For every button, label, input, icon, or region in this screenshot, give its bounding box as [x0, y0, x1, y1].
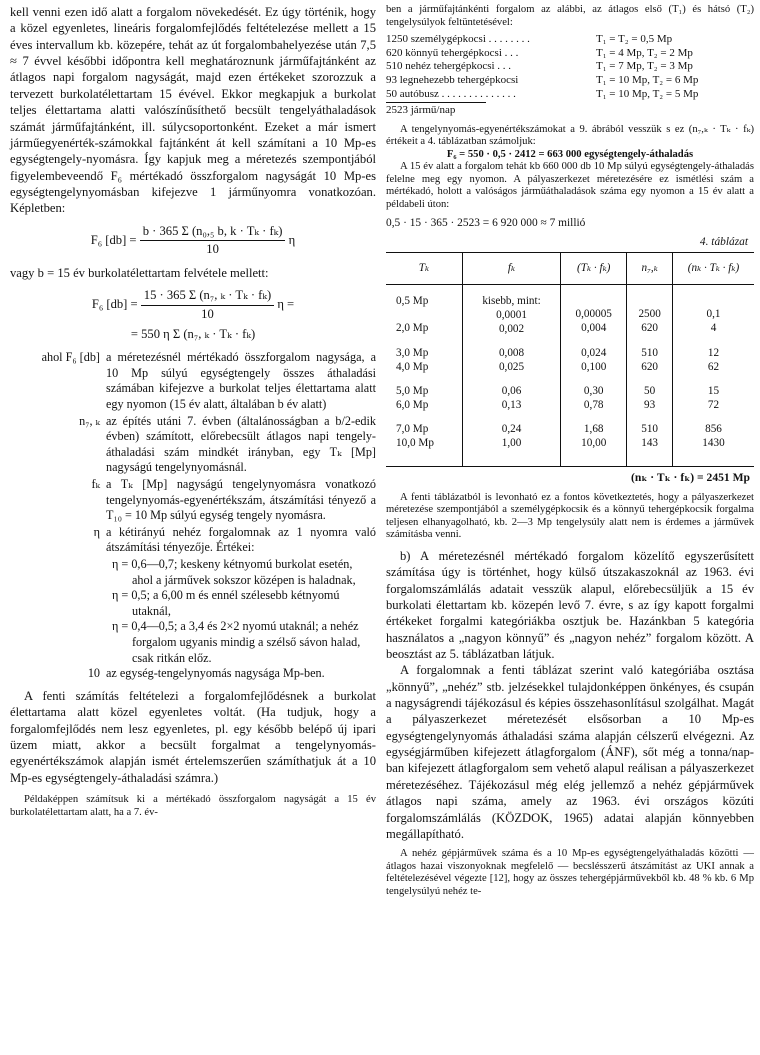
formula-result: = 550 η Σ (n₇, ₖ · Tₖ · fₖ) — [130, 327, 256, 342]
table-cell — [462, 375, 560, 413]
cell-line: 0,13 — [501, 398, 522, 411]
cell-line: 0,100 — [581, 360, 607, 373]
table-cell — [386, 413, 462, 467]
table-sum-value: (nₖ · Tₖ · fₖ) = 2451 Mp — [631, 471, 750, 485]
cell-line: 0,024 — [581, 347, 607, 360]
left-intro-paragraph: kell venni ezen idő alatt a forgalom növekedését. Ez úgy történik, hogy a közel egyenletes, lineáris forgalomfejlődés feltételezése mellett a 15 éves intervallum kb. közepére, tehát az út forgalombahelyezése után 7,5 ≈ 7 évvel későbbi időpontra kell meghatároznunk járműfajtánként az átlagos napi forgalom nagyságát, majd ezen értékeket szorozzuk a tervezett burkolatélettartam 15 évével. Ekkor megkapjuk a burkolat teljes élettartama alatti valószínűsíthető becsült tengelyáthaladások számát járműfajtánként, ill. súlycsoportonként. Ezeket a már ismert járműegyenérték-számokkal fajtánként át kell számítani a 10 Mp-es egységtengely-nyomásra. Így kapjuk meg a méretezés szempontjából figyelembeveendő F₆ mértékadó összforgalom nagyságát 10 Mp-es egységtengelynyomásban kifejezve 1 járműnyomra vonatkozóan. Képletben: — [10, 5, 376, 216]
result-formula: F₆ = 550 · 0,5 · 2412 = 663 000 egységtengely-áthaladás — [446, 148, 694, 160]
cell-line: 0,24 — [501, 422, 522, 435]
formula-denominator: 10 — [201, 306, 214, 321]
table-row — [386, 337, 754, 375]
formula-fraction — [140, 224, 286, 258]
definition-value: az egység-tengelynyomás nagysága Mp-ben. — [106, 666, 325, 681]
right-column — [386, 4, 754, 898]
table-cell — [462, 413, 560, 467]
cell-line: 0,06 — [501, 384, 522, 397]
table-cell — [672, 285, 754, 337]
cell-line: 62 — [707, 360, 720, 373]
traffic-label: 93 legnehezebb tehergépkocsi — [386, 73, 519, 86]
cell-line: 0,30 — [583, 384, 604, 397]
traffic-axle: T₁ = 7 Mp, T₂ = 3 Mp — [596, 60, 693, 73]
definition-item — [10, 414, 376, 476]
cell-line: 15 — [707, 384, 720, 397]
table-cell — [462, 337, 560, 375]
cell-line: 1,68 — [583, 422, 604, 435]
definition-key: ahol F₆ [db] — [41, 350, 100, 365]
table-sum — [386, 471, 750, 485]
table-row — [386, 413, 754, 467]
cell-line: 0,5 Mp — [396, 295, 429, 308]
definition-value: a kétirányú nehéz forgalomnak az 1 nyomra való átszámítási tényezője. Értékei: — [106, 524, 376, 555]
table-cell — [627, 337, 673, 375]
formula-fraction — [141, 288, 274, 322]
cell-line — [631, 295, 668, 308]
cell-line: 0,00005 — [575, 308, 612, 321]
cell-line: 510 — [641, 422, 659, 435]
cell-line: 4,0 Mp — [396, 360, 429, 373]
traffic-axle: T₁ = 10 Mp, T₂ = 5 Mp — [596, 87, 699, 100]
traffic-item — [386, 88, 754, 102]
table-title: 4. táblázat — [699, 236, 748, 249]
cell-line: 12 — [707, 347, 720, 360]
traffic-item — [386, 33, 754, 47]
table-cell — [386, 285, 462, 337]
cell-line: 0,025 — [498, 360, 525, 373]
cell-line: 620 — [641, 322, 659, 335]
cell-line: 856 — [705, 422, 722, 435]
right-paragraph-categories: A forgalomnak a fenti táblázat szerint való kategóriába osztása „könnyű”, „nehéz” stb. jelzésekkel tulajdonképpen önkényes, és csupán a nagyságrendi tájékozásul és képies összehasonlításul szolgálhat. Magát a pályaszerkezet méretezését elsősorban a 10 Mp-es egységtengelynyomás áthaladási száma alapján célszerű elvégezni. Az egységjárműben kifejezett átlagforgalom (ÁNF), sőt még a tonna/nap-ban kifejezett átlagforgalom sem vehető alapul reálisan a pályaszerkezet méretezéséhez. Tájékozásul még elég jellemző a nehéz gépjárművek átlagos napi száma, amely az 1963. évi országos közúti forgalomszámlálás (KÖZDOK, 1965) adatai alapján könnyebben megállapítható. — [386, 663, 754, 841]
definition-key: fₖ — [91, 476, 100, 491]
formula-lhs: F₆ [db] = — [91, 297, 138, 312]
table-cell — [386, 337, 462, 375]
real-passes-formula: 0,5 · 15 · 365 · 2523 = 6 920 000 ≈ 7 millió — [386, 217, 586, 230]
formula-15-years — [10, 288, 376, 322]
formula-tail: η = — [277, 297, 295, 312]
traffic-total: 2523 jármű/nap — [386, 102, 486, 118]
cell-line: 4 — [710, 322, 717, 335]
table-cell — [672, 375, 754, 413]
traffic-axle: T₁ = 4 Mp, T₂ = 2 Mp — [596, 46, 693, 59]
cell-line: 510 — [641, 347, 659, 360]
cell-line: kisebb, mint: — [482, 295, 541, 308]
right-intro-paragraph: ben a járműfajtánkénti forgalom az alábbi, az átlagos első (T₁) és hátsó (T₂) tengelysúlyok feltüntetésével: — [386, 4, 754, 28]
traffic-item — [386, 60, 754, 74]
definition-value: a méretezésnél mértékadó összforgalom nagysága, a 10 Mp súlyú egységtengely összes áthaladási számában kifejezve a burkolat teljes élettartama alatt egy nyomon (15 év alatt, általában b év alatt) — [106, 350, 376, 411]
cell-line: 620 — [641, 360, 659, 373]
traffic-label: 620 könnyű tehergépkocsi . . . — [386, 46, 519, 59]
cell-line: 93 — [644, 398, 656, 411]
table-cell — [561, 285, 627, 337]
cell-line: 72 — [707, 398, 720, 411]
right-paragraph-repetitions: A 15 év alatt a forgalom tehát kb 660 000 db 10 Mp súlyú egységtengely-áthaladás felelne meg egy nyomon. A pályaszerkezet méretezésére ez ismétlési szám a mértékadó, holott a valóságos járműáthaladások száma egy nyomon a 15 év alatt a példabeli úton: — [386, 161, 754, 210]
formula-total-traffic — [10, 224, 376, 258]
table-header-row — [386, 252, 754, 285]
table-cell — [627, 375, 673, 413]
right-paragraph-heavy-vehicles: A nehéz gépjárművek száma és a 10 Mp-es egységtengelyáthaladás közötti — átlagos hazai viszonyoknak megfelelő — becslésszerű átszámítást az UKI annak a feltételezésével végezte [12], hogy az összes tehergépjárművekből kb. 48 % kb. 6 Mp tengelysúlyú nehéz te- — [386, 848, 754, 897]
left-column — [10, 4, 376, 819]
table-row — [386, 375, 754, 413]
eta-value-item: η = 0,5; a 6,00 m és ennél szélesebb kétnyomú utaknál, — [112, 588, 340, 618]
definition-value: az építés utáni 7. évben (általánosságban a b/2-edik évben) számított, előrebecsült átlagos napi tengely-áthaladási szám mindkét irányban, egy Tₖ [Mp] nagyságú tengelynyomásnál. — [106, 413, 376, 475]
table-cell — [561, 337, 627, 375]
eta-value-item: η = 0,6—0,7; keskeny kétnyomú burkolat esetén, ahol a járművek sokszor középen is haladnak, — [112, 557, 356, 587]
cell-line — [677, 295, 750, 308]
traffic-label: 510 nehéz tehergépkocsi . . . — [386, 60, 512, 73]
definition-key: 10 — [87, 666, 100, 681]
cell-line: 143 — [641, 436, 659, 449]
definition-value: a Tₖ [Mp] nagyságú tengelynyomásra vonatkozó tengelynyomás-egyenértékszám, átszámítási tényező a T₁₀ = 10 Mp súlyú egység tengely nyomásra. — [106, 476, 376, 523]
axle-load-table — [386, 252, 754, 468]
right-paragraph-equivalents: A tengelynyomás-egyenértékszámokat a 9. ábrából vesszük s ez (n₇,ₖ · Tₖ · fₖ) értékeit a 4. táblázatban számoljuk: — [386, 123, 754, 148]
cell-line — [565, 295, 622, 308]
left-paragraph-example: Példaképpen számítsuk ki a mértékadó összforgalom nagyságát a 15 év burkolatélettartam alatt, ha a 7. év- — [10, 794, 376, 818]
formula-lhs: F₆ [db] = — [90, 232, 137, 247]
traffic-axle: T₁ = 10 Mp, T₂ = 6 Mp — [596, 73, 699, 86]
formula-tail: η — [288, 232, 296, 247]
definition-item — [10, 477, 376, 524]
table-header: (nₖ · Tₖ · fₖ) — [672, 252, 754, 285]
cell-line: 1430 — [702, 436, 725, 449]
definition-key: n₇, ₖ — [79, 413, 100, 428]
traffic-axle: T₁ = T₂ = 0,5 Mp — [596, 33, 673, 45]
cell-line: 1,00 — [501, 436, 522, 449]
definition-item — [10, 350, 376, 412]
table-cell — [627, 285, 673, 337]
table-cell — [462, 285, 560, 337]
cell-line: 50 — [644, 384, 656, 397]
traffic-label: 1250 személygépkocsi . . . . . . . . — [386, 33, 530, 45]
cell-line: 0,008 — [498, 347, 525, 360]
cell-line: 3,0 Mp — [396, 347, 429, 360]
eta-value-item: η = 0,4—0,5; a 3,4 és 2×2 nyomú utaknál; a nehéz forgalom ugyanis mindig a szélső sávon halad, csak ritkán előz. — [112, 619, 361, 665]
right-paragraph-conclusion: A fenti táblázatból is levonható ez a fontos következtetés, hogy a pályaszerkezet méretezése szempontjából a személygépkocsik és a könnyű tehergépkocsik forgalma teljesen elhanyagolható, kb. 2—3 Mp tengelysúly alatt nem is érdemes a járművek számításba venni. — [386, 491, 754, 541]
cell-line — [396, 309, 458, 322]
table-cell — [672, 337, 754, 375]
table-cell — [386, 375, 462, 413]
table-header: fₖ — [462, 252, 560, 285]
cell-line: 7,0 Mp — [396, 422, 429, 435]
table-cell — [561, 375, 627, 413]
table-cell — [561, 413, 627, 467]
cell-line: 10,00 — [581, 436, 607, 449]
cell-line: 0,0001 — [496, 309, 527, 322]
traffic-item — [386, 74, 754, 88]
table-cell — [627, 413, 673, 467]
traffic-label: 50 autóbusz . . . . . . . . . . . . . . — [386, 87, 516, 100]
cell-line: 5,0 Mp — [396, 384, 429, 397]
definition-key: η — [93, 524, 100, 539]
table-header: Tₖ — [386, 252, 462, 285]
cell-line: 2,0 Mp — [396, 322, 429, 335]
definition-item — [10, 525, 376, 556]
table-cell — [672, 413, 754, 467]
cell-line: 0,1 — [706, 308, 721, 321]
cell-line: 0,78 — [583, 398, 604, 411]
cell-line: 2500 — [638, 308, 661, 321]
right-paragraph-simplified: b) A méretezésnél mértékadó forgalom közelítő egyszerűsített számítása úgy is történhet, hogy külső útszakaszoknál az 1963. évi forgalomszámlálás adatait vesszük alapul, előrebecsüljük a 15 év burkolati élettartam kb. közepén levő 7. évre, s az így kapott forgalmi értékeket forgalmi kategóriákba osztjuk be. Hazánkban 5 kategória használatos a „nagyon könnyű” és „nagyon nehéz” forgalom között. A beosztást az 5. táblázatban látjuk. — [386, 548, 754, 661]
cell-line: 10,0 Mp — [396, 436, 434, 449]
formula-denominator: 10 — [206, 242, 219, 257]
formula-numerator: b · 365 Σ (n₀,₅ b, k · Tₖ · fₖ) — [140, 224, 286, 242]
cell-line: 0,002 — [498, 323, 525, 336]
table-row — [386, 285, 754, 337]
formula-numerator: 15 · 365 Σ (n₇, ₖ · Tₖ · fₖ) — [141, 288, 274, 306]
cell-line: 6,0 Mp — [396, 398, 429, 411]
definition-item — [10, 666, 376, 682]
traffic-list — [386, 33, 754, 118]
traffic-item — [386, 47, 754, 61]
table-header: n₇,ₖ — [627, 252, 673, 285]
cell-line: 0,004 — [581, 322, 607, 335]
left-paragraph-assumption: A fenti számítás feltételezi a forgalomfejlődésnek a burkolat élettartama alatt közel egyenletes voltát. (Ha tudjuk, hogy a forgalomfejlődés nem lesz egyenletes, pl. egy később belépő új ipari üzem miatt, akkor a becsült forgalmat a tengelynyomás-egyenértékszámok alapján ismét értelemszerűen számíthatjuk át a 10 Mp-es egységtengely-áthaladási számra.) — [10, 688, 376, 785]
table-header: (Tₖ · fₖ) — [561, 252, 627, 285]
left-mid-paragraph: vagy b = 15 év burkolatélettartam felvétele mellett: — [10, 265, 269, 280]
definitions-list — [10, 350, 376, 682]
